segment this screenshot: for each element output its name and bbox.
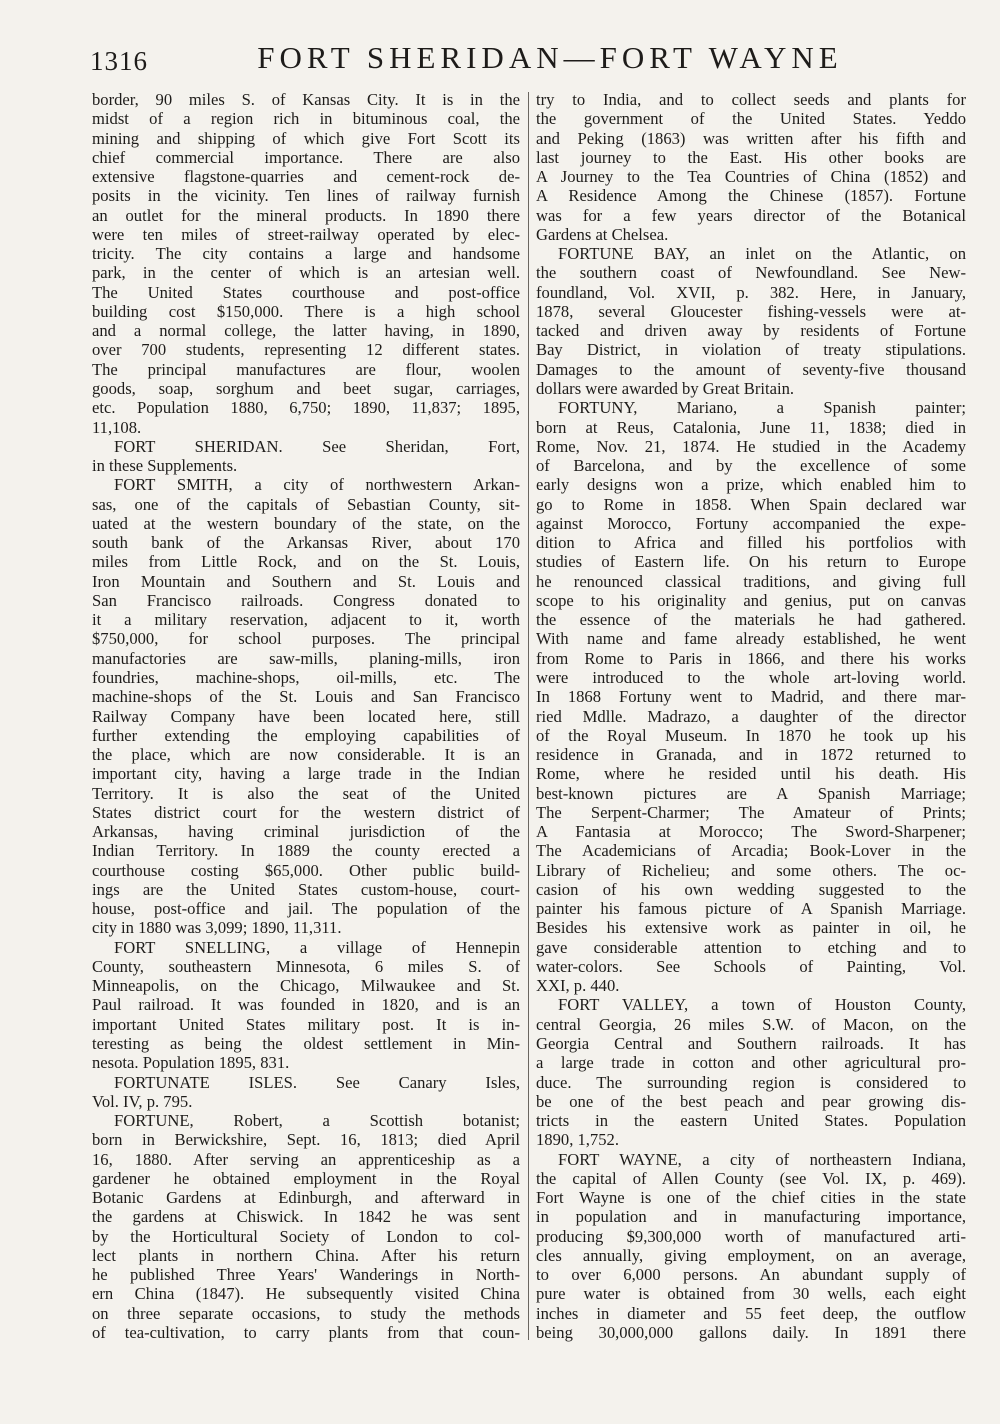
text-line: last journey to the East. His other books are (536, 147, 966, 167)
text-line: over 700 students, representing 12 different states. (92, 340, 520, 360)
text-line: FORT SMITH, a city of northwestern Arkan- (114, 475, 520, 495)
text-line: against Morocco, Fortuny accompanied the expe- (536, 513, 966, 533)
text-line: With name and fame already established, he went (536, 629, 966, 649)
text-line: In 1868 Fortuny went to Madrid, and there mar- (536, 687, 966, 707)
text-line: tricity. The city contains a large and handsome (92, 244, 520, 264)
text-line: residence in Granada, and in 1872 returned to (536, 745, 966, 765)
text-line: the essence of the materials he had gathered. (536, 610, 966, 630)
text-line: extensive flagstone-quarries and cement-rock de- (92, 167, 520, 187)
text-line: XXI, p. 440. (536, 976, 620, 996)
text-line: tacked and driven away by residents of Fortune (536, 321, 966, 341)
left-column (92, 90, 520, 1342)
text-line: to over 6,000 persons. An abundant supply of (536, 1265, 966, 1285)
text-line: the southern coast of Newfoundland. See New- (536, 263, 966, 283)
text-line: the gardens at Chiswick. In 1842 he was sent (92, 1207, 520, 1227)
text-line: FORTUNY, Mariano, a Spanish painter; (558, 398, 966, 418)
page-number: 1316 (90, 46, 148, 76)
text-line: FORTUNATE ISLES. See Canary Isles, (114, 1072, 520, 1092)
text-line: were introduced to the whole art-loving world. (536, 667, 966, 687)
text-line: being 30,000,000 gallons daily. In 1891 there (536, 1323, 966, 1342)
text-line: $750,000, for school purposes. The principal (92, 629, 520, 649)
right-column (536, 90, 966, 1342)
text-line: he renounced classical traditions, and giving full (536, 571, 966, 591)
text-line: an outlet for the mineral products. In 1890 there (92, 205, 520, 225)
text-line: pure water is obtained from 30 wells, each eight (536, 1284, 966, 1304)
text-line: posits in the vicinity. Ten lines of railway furnish (92, 186, 520, 206)
text-line: south bank of the Arkansas River, about 170 (92, 533, 520, 553)
text-line: cles annually, giving employment, on an average, (536, 1245, 966, 1265)
text-line: further extending the employing capabilities of (92, 725, 520, 745)
text-line: Arkansas, having criminal jurisdiction of the (92, 822, 520, 842)
text-line: The United States courthouse and post-office (92, 282, 520, 302)
text-line: Gardens at Chelsea. (536, 224, 669, 244)
text-line: best-known pictures are A Spanish Marriage; (536, 783, 966, 803)
text-line: house, post-office and jail. The population of the (92, 899, 520, 919)
text-line: nesota. Population 1895, 831. (92, 1053, 290, 1073)
text-line: lect plants in northern China. After his return (92, 1245, 520, 1265)
text-line: FORT SHERIDAN. See Sheridan, Fort, (114, 436, 520, 456)
text-line: of the Royal Museum. In 1870 he took up his (536, 725, 966, 745)
text-line: Besides his extensive work as painter in oil, he (536, 918, 966, 938)
text-line: 1890, 1,752. (536, 1130, 619, 1150)
text-line: go to Rome in 1858. When Spain declared war (536, 494, 966, 514)
text-line: duce. The surrounding region is considered to (536, 1072, 966, 1092)
text-line: foundland, Vol. XVII, p. 382. Here, in January, (536, 282, 966, 302)
text-line: building cost $150,000. There is a high school (92, 301, 520, 321)
text-line: ried Mdlle. Madrazo, a daughter of the director (536, 706, 966, 726)
text-line: 11,108. (92, 417, 142, 437)
text-line: was for a few years director of the Botanical (536, 205, 966, 225)
text-line: Damages to the amount of seventy-five thousand (536, 359, 966, 379)
text-line: of tea-cultivation, to carry plants from that coun- (92, 1323, 520, 1342)
text-line: inches in diameter and 55 feet deep, the outflow (536, 1303, 966, 1323)
text-line: a large trade in cotton and other agricultural pro- (536, 1053, 966, 1073)
text-line: miles from Little Rock, and on the St. Louis, (92, 552, 520, 572)
text-line: in population and in manufacturing importance, (536, 1207, 966, 1227)
text-line: early designs won a prize, which enabled him to (536, 475, 966, 495)
text-line: tricts in the eastern United States. Population (536, 1111, 966, 1131)
text-line: from Rome to Paris in 1866, and there his works (536, 648, 966, 668)
text-line: born at Reus, Catalonia, June 11, 1838; died in (536, 417, 966, 437)
text-line: border, 90 miles S. of Kansas City. It is in the (92, 90, 520, 109)
text-line: in these Supplements. (92, 456, 238, 476)
text-line: mining and shipping of which give Fort Scott its (92, 128, 520, 148)
text-line: important United States military post. It is in- (92, 1014, 520, 1034)
text-line: of Barcelona, and by the excellence of some (536, 456, 966, 476)
text-line: Rome, where he resided until his death. His (536, 764, 966, 784)
text-line: FORTUNE, Robert, a Scottish botanist; (114, 1111, 520, 1131)
text-line: 16, 1880. After serving an apprenticeship as a (92, 1149, 520, 1169)
text-line: The Academicians of Arcadia; Book-Lover in the (536, 841, 966, 861)
text-line: foundries, machine-shops, oil-mills, etc. The (92, 667, 520, 687)
text-line: ern China (1847). He subsequently visited China (92, 1284, 520, 1304)
column-divider (528, 92, 529, 1340)
text-line: Botanic Gardens at Edinburgh, and afterward in (92, 1188, 520, 1208)
text-line: the place, which are now considerable. It is an (92, 745, 520, 765)
text-line: ings are the United States custom-house, court- (92, 879, 520, 899)
text-line: A Fantasia at Morocco; The Sword-Sharpener; (536, 822, 966, 842)
text-line: A Residence Among the Chinese (1857). Fortune (536, 186, 966, 206)
text-line: Fort Wayne is one of the chief cities in the state (536, 1188, 966, 1208)
text-line: goods, soap, sorghum and beet sugar, carriages, (92, 378, 520, 398)
text-line: it a military reservation, adjacent to it, worth (92, 610, 520, 630)
text-line: San Francisco railroads. Congress donated to (92, 590, 520, 610)
text-line: painter his famous picture of A Spanish Marriage. (536, 899, 966, 919)
text-line: on three separate occasions, to study the methods (92, 1303, 520, 1323)
text-line: FORT WAYNE, a city of northeastern Indiana, (558, 1149, 966, 1169)
text-line: important city, having a large trade in the Indian (92, 764, 520, 784)
text-line: FORTUNE BAY, an inlet on the Atlantic, on (558, 244, 966, 264)
text-line: courthouse costing $65,000. Other public build- (92, 860, 520, 880)
text-line: Vol. IV, p. 795. (92, 1091, 193, 1111)
text-line: A Journey to the Tea Countries of China (1852) and (536, 167, 966, 187)
text-line: teresting as being the oldest settlement in Min- (92, 1034, 520, 1054)
text-line: the government of the United States. Yeddo (536, 109, 966, 129)
text-line: born in Berwickshire, Sept. 16, 1813; died April (92, 1130, 520, 1150)
text-line: he published Three Years' Wanderings in North- (92, 1265, 520, 1285)
text-line: and Peking (1863) was written after his fifth and (536, 128, 966, 148)
text-line: dition to Africa and filled his portfolios with (536, 533, 966, 553)
text-line: and a normal college, the latter having, in 1890, (92, 321, 520, 341)
text-line: be one of the best peach and pear growing dis- (536, 1091, 966, 1111)
text-line: States district court for the western district of (92, 802, 520, 822)
text-line: Territory. It is also the seat of the United (92, 783, 520, 803)
text-line: by the Horticultural Society of London to col- (92, 1226, 520, 1246)
running-title: FORT SHERIDAN—FORT WAYNE (257, 40, 843, 75)
text-line: Rome, Nov. 21, 1874. He studied in the Academy (536, 436, 966, 456)
text-line: dollars were awarded by Great Britain. (536, 378, 795, 398)
text-line: 1878, several Gloucester fishing-vessels were at- (536, 301, 966, 321)
text-line: machine-shops of the St. Louis and San Francisco (92, 687, 520, 707)
text-line: casion of his own wedding suggested to the (536, 879, 966, 899)
text-line: central Georgia, 26 miles S.W. of Macon, on the (536, 1014, 966, 1034)
text-line: gardener he obtained employment in the Royal (92, 1168, 520, 1188)
text-line: try to India, and to collect seeds and plants for (536, 90, 966, 109)
text-line: The principal manufactures are flour, woolen (92, 359, 520, 379)
text-line: FORT VALLEY, a town of Houston County, (558, 995, 966, 1015)
text-line: Bay District, in violation of treaty stipulations. (536, 340, 966, 360)
page-header (90, 40, 970, 90)
text-line: the capital of Allen County (see Vol. IX, p. 469). (536, 1168, 966, 1188)
text-line: Minneapolis, on the Chicago, Milwaukee and St. (92, 976, 520, 996)
text-line: Georgia Central and Southern railroads. It has (536, 1034, 966, 1054)
text-line: Indian Territory. In 1889 the county erected a (92, 841, 520, 861)
text-line: Iron Mountain and Southern and St. Louis and (92, 571, 520, 591)
text-line: Railway Company have been located here, still (92, 706, 520, 726)
text-line: etc. Population 1880, 6,750; 1890, 11,837; 1895, (92, 398, 520, 418)
text-line: County, southeastern Minnesota, 6 miles S. of (92, 956, 520, 976)
text-line: studies of Eastern life. On his return to Europe (536, 552, 966, 572)
text-line: chief commercial importance. There are also (92, 147, 520, 167)
text-line: Paul railroad. It was founded in 1820, and is an (92, 995, 520, 1015)
text-line: city in 1880 was 3,099; 1890, 11,311. (92, 918, 342, 938)
text-line: uated at the western boundary of the state, on the (92, 513, 520, 533)
text-line: sas, one of the capitals of Sebastian County, sit- (92, 494, 520, 514)
text-line: manufactories are saw-mills, planing-mills, iron (92, 648, 520, 668)
text-line: The Serpent-Charmer; The Amateur of Prints; (536, 802, 966, 822)
text-line: midst of a region rich in bituminous coal, the (92, 109, 520, 129)
text-line: scope to his originality and genius, put on canvas (536, 590, 966, 610)
text-line: gave considerable attention to etching and to (536, 937, 966, 957)
text-line: water-colors. See Schools of Painting, Vol. (536, 956, 966, 976)
text-line: producing $9,300,000 worth of manufactured arti- (536, 1226, 966, 1246)
text-line: park, in the center of which is an artesian well. (92, 263, 520, 283)
text-line: Library of Richelieu; and some others. The oc- (536, 860, 966, 880)
text-line: were ten miles of street-railway operated by elec- (92, 224, 520, 244)
text-line: FORT SNELLING, a village of Hennepin (114, 937, 520, 957)
